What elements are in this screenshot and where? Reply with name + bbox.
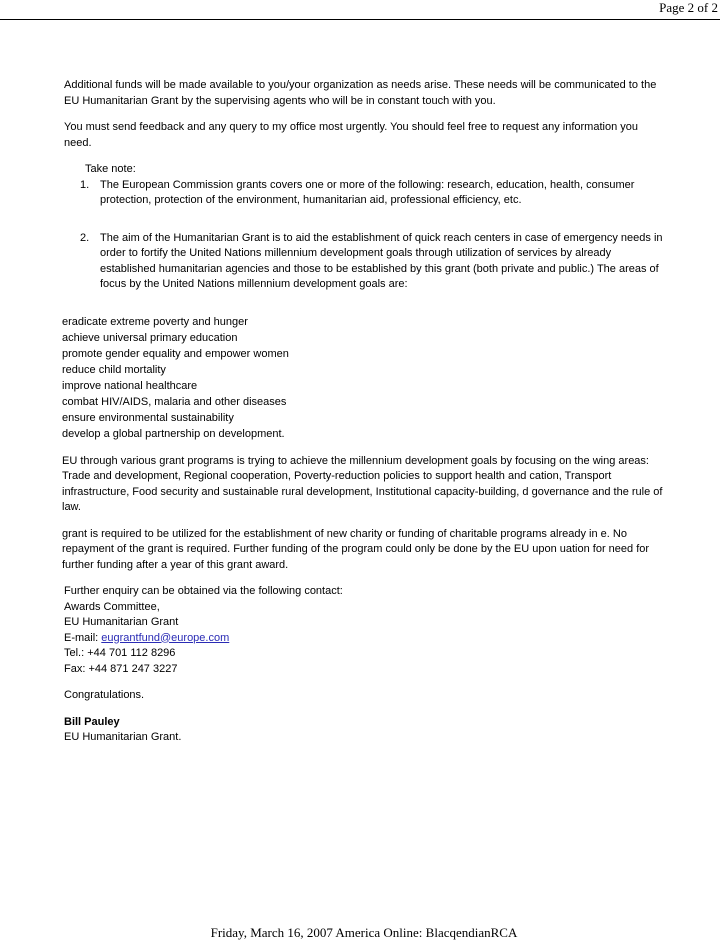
goal-item: improve national healthcare: [62, 379, 198, 392]
header-rule: [0, 19, 720, 20]
congratulations: Congratulations.: [64, 689, 145, 701]
note-item-1: [64, 178, 664, 209]
note-item-2: [64, 231, 664, 293]
contact-fax: Fax: +44 871 247 3227: [64, 662, 178, 675]
signer-org: EU Humanitarian Grant.: [64, 731, 182, 743]
contact-email-line: [64, 631, 664, 647]
contact-tel: Tel.: +44 701 112 8296: [64, 647, 176, 659]
contact-block: [64, 584, 664, 677]
page-number: Page 2 of 2: [659, 0, 718, 15]
goal-item: combat HIV/AIDS, malaria and other diseases: [62, 395, 287, 408]
note-list: [64, 178, 664, 293]
signer-name: Bill Pauley: [64, 715, 120, 728]
goal-item: ensure environmental sustainability: [62, 411, 234, 424]
note-item-text: The aim of the Humanitarian Grant is to aid the establishment of quick reach centers in case of emergency needs in order to fortify the United Nations millennium development goals through utilization of services by already established humanitarian agencies and those to be established by this grant (both private and public.) The areas of focus by the United Nations millennium development goals are:: [100, 231, 663, 290]
contact-org: EU Humanitarian Grant: [64, 616, 179, 628]
goal-item: promote gender equality and empower women: [62, 347, 289, 360]
goal-item: reduce child mortality: [62, 363, 166, 376]
paragraph-eu-programs: EU through various grant programs is trying to achieve the millennium development goals by focusing on the wing areas: Trade and development, Regional cooperation, Poverty-reduction policies to support health and cation, Transport infrastructure, Food security and sustainable rural development, Institutional capacity-building, d governance and the rule of law.: [62, 454, 663, 513]
contact-committee: Awards Committee,: [64, 600, 160, 613]
paragraph-feedback: You must send feedback and any query to my office most urgently. You should feel free to request any information you need.: [64, 121, 638, 149]
footer-text: Friday, March 16, 2007 America Online: BlacqendianRCA: [210, 925, 518, 940]
contact-intro: Further enquiry can be obtained via the following contact:: [64, 585, 343, 597]
letter-body: [64, 78, 664, 746]
note-item-text: The European Commission grants covers one or more of the following: research, education, health, consumer protection, protection of the environment, humanitarian aid, professional efficiency, etc.: [100, 178, 635, 206]
paragraph-grant-usage: grant is required to be utilized for the establishment of new charity or funding of charitable programs already in e. No repayment of the grant is required. Further funding of the program could only be done by the EU upon uation for need for further funding after a year of this grant award.: [62, 527, 650, 571]
note-item-number: 1.: [80, 178, 90, 191]
take-note-heading: Take note:: [85, 163, 136, 175]
paragraph-additional-funds: Additional funds will be made available to you/your organization as needs arise. These needs will be communicated to the EU Humanitarian Grant by the supervising agents who will be in constant touch with you.: [64, 79, 657, 107]
goal-item: achieve universal primary education: [62, 331, 238, 344]
note-item-number: 2.: [80, 231, 90, 244]
email-label: E-mail:: [64, 631, 102, 644]
goal-item: eradicate extreme poverty and hunger: [62, 315, 248, 328]
signature-block: [64, 715, 664, 746]
email-link[interactable]: eugrantfund@europe.com: [101, 631, 230, 644]
goals-list: [62, 315, 664, 443]
goal-item: develop a global partnership on development.: [62, 427, 285, 440]
